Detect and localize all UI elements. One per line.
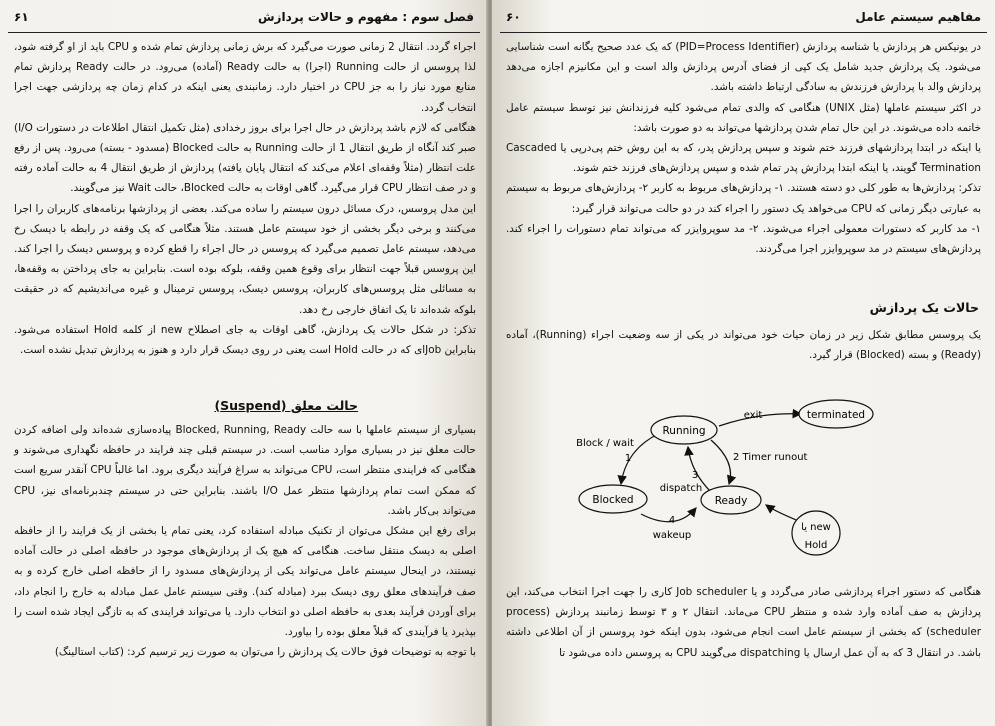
process-states-heading: حالات یک پردازش [869, 300, 979, 315]
process-state-diagram [571, 392, 901, 567]
process-states-intro: یک پروسس مطابق شکل زیر در زمان حیات خود می‌تواند در یکی از سه وضعیت اجراء (Running)، آماده (Ready) و بسته (Blocked) قرار گیرد. [506, 329, 982, 361]
exit-label: exit [743, 410, 763, 421]
right-text-lower [506, 582, 981, 663]
right-paragraph-7: هنگامی که دستور اجراء پردازشی صادر می‌گردد و یا Job scheduler کاری را جهت اجرا انتخاب می‌کند، این پردازش به صف آماده وارد شده و منتظر CPU می‌ماند. انتقال ۲ و ۳ توسط زمانبند پردازش (process scheduler) که بخشی از سیستم عامل است انجام می‌شود، بدون اینکه خود پروسس از آن اطلاعی داشته باشد. در انتقال 3 که به آن عمل ارسال یا dispatching می‌گویند CPU به پروسس داده می‌شود تا [506, 586, 981, 659]
left-page-number: ۶۱ [14, 10, 29, 24]
timer-arrow [711, 440, 731, 484]
left-text-upper [14, 37, 476, 360]
transition-1-label: 1 [624, 453, 632, 464]
state-hold-label: Hold [804, 540, 828, 551]
left-page-header [8, 8, 480, 33]
right-paragraph-3: یا اینکه در ابتدا پردازشهای فرزند ختم شوند و سپس پردازش پدر، که به این روش ختم پی‌درپی یا Cascaded Termination گویند، یا اینکه ابتدا پردازش پدر تمام شده و سپس پردازش‌های فرزند ختم شوند. [506, 142, 981, 175]
block-wait-label: Block / wait [576, 438, 634, 449]
left-page [0, 0, 488, 726]
right-page [492, 0, 995, 726]
state-ready-label: Ready [714, 495, 748, 507]
right-text-upper [506, 37, 981, 259]
suspend-heading: حالت معلق (Suspend) [214, 398, 358, 413]
left-paragraph-2: هنگامی که لازم باشد پردازش در حال اجرا برای بروز رخدادی (مثل تکمیل انتقال اطلاعات در دستورات I/O) صبر کند آنگاه از طریق انتقال 1 از حالت Running به حالت Blocked (مسدود - بسته) می‌رود. پس از رفع علت انتظار (مثلاً وقفه‌ای اعلام می‌کند که انتقال پایان یافته) پردازش از طریق انتقال 4 به حالت آماده رفته و در صف انتظار CPU قرار می‌گیرد. گاهی اوقات به حالت Blocked، حالت Wait نیز می‌گویند. [14, 121, 476, 195]
left-paragraph-6: برای رفع این مشکل می‌توان از تکنیک مبادله استفاده کرد، یعنی تمام یا بخشی از یک فرایند را از حافظه اصلی به دیسک منتقل ساخت. هنگامی که هیچ یک از پردازش‌های موجود در حافظه اصلی در حالت آماده نیستند، در اینحال سیستم عامل می‌تواند یکی از پردازش‌های مسدود را از حافظه اصلی خارج کرده و به صف فرآیندهای معلق روی دیسک ببرد (مبادله کند). وقتی سیستم عامل عمل مبادله به خارج را انجام داد، برای آوردن فرآیند بعدی به حافظه اصلی دو انتخاب دارد. یا می‌تواند فرایندی که به تازگی ایجاد شده است را بپذیرد یا فرآیندی که قبلاً معلق بوده را بیاورد. [14, 525, 476, 639]
state-running [651, 416, 717, 444]
left-header-title: فصل سوم : مفهوم و حالات پردازش [258, 10, 474, 24]
state-new [792, 511, 840, 555]
left-paragraph-5: بسیاری از سیستم عاملها با سه حالت Blocked, Running, Ready پیاده‌سازی شده‌اند ولی اضافه کردن حالت معلق نیز در بسیاری موارد مناسب است. در سیستم قبلی چند فرایند در حافظه نگهداری می‌شوند و هنگامی که فرایندی منتظر است، CPU می‌تواند به سراغ فرآیند دیگری برود. اما غالباً CPU آنقدر سریع است که ممکن است تمام پردازشها منتظر عمل I/O باشند. بنابراین حتی در سیستم چندبرنامه‌ای نیز، CPU می‌تواند بی‌کار باشد. [14, 424, 477, 517]
transition-2-label: 2 Timer runout [733, 452, 808, 463]
dispatch-label: dispatch [659, 483, 703, 494]
transition-4-label: 4 [668, 515, 676, 526]
left-paragraph-4: تذکر: در شکل حالات یک پردازش، گاهی اوقات به جای اصطلاح new از کلمه Hold استفاده می‌شود. بنابراین Jobای که در حالت Hold است یعنی در روی دیسک قرار دارد و هنوز به پردازش تبدیل نشده است. [14, 323, 477, 357]
right-paragraph-4: تذکر: پردازش‌ها به طور کلی دو دسته هستند. ۱- پردازش‌های مربوط به کاربر ۲- پردازش‌های مربوط به سیستم [506, 182, 981, 195]
left-text-lower [14, 420, 476, 662]
right-paragraph-6: ۱- مد کاربر که دستورات معمولی اجراء می‌شوند. ۲- مد سوپروایزر که می‌تواند تمام دستورات را اجراء کند. پردازش‌های سیستم در مد سوپروایزر اجرا می‌گردند. [506, 222, 981, 256]
state-ready [701, 486, 761, 514]
state-terminated [799, 400, 873, 428]
state-blocked-label: Blocked [592, 494, 634, 506]
right-page-number: ۶۰ [506, 10, 521, 24]
wakeup-label: wakeup [652, 530, 692, 541]
right-page-header [500, 8, 987, 33]
state-blocked [579, 485, 647, 513]
state-running-label: Running [662, 425, 706, 437]
left-paragraph-1: اجراء گردد. انتقال 2 زمانی صورت می‌گیرد که برش زمانی پردازش تمام شده و CPU باید از او گرفته شود، لذا پروسس از حالت Running (اجرا) به حالت Ready (آماده) می‌رود. در حالت Ready پردازش تمام منابع مورد نیاز را به جز CPU در اختیار دارد. زمانبندی یعنی اینکه در کدام زمان چه پردازشی جهت اجرا انتخاب گردد. [14, 41, 476, 114]
right-paragraph-2: در اکثر سیستم عاملها (مثل UNIX) هنگامی که والدی تمام می‌شود کلیه فرزندانش نیز توسط سیستم عامل خاتمه داده می‌شوند. در این حال تمام شدن پردازشها می‌تواند به دو صورت باشد: [506, 101, 982, 134]
left-paragraph-3: این مدل پروسس، درک مسائل درون سیستم را ساده می‌کند. بعضی از پردازشها برنامه‌های کاربران را اجرا می‌کنند و برخی دیگر بخشی از خود سیستم عامل هستند. مثلاً هنگامی که یک وقفه در رابطه با دیسک رخ می‌دهد، سیستم عامل تصمیم می‌گیرد که پروسس در حال اجراء را قطع کرده و پروسس دیسک را اجرا کند. این پروسس قبلاً جهت انتظار برای وقوع همین وقفه، بلوکه بوده است. بنابراین به جای پرداختن به وقفه‌ها، به مسائلی مثل پروسس‌های کاربران، پروسس دیسک، پروسس ترمینال و غیره می‌اندیشیم که در حقیقت بلوکه شده‌اند تا یک اتفاق خارجی رخ دهد. [14, 202, 476, 316]
state-terminated-label: terminated [806, 409, 866, 421]
right-header-title: مفاهیم سیستم عامل [855, 10, 981, 24]
right-paragraph-1: در یونیکس هر پردازش یا شناسه پردازش (PID=Process Identifier) که یک عدد صحیح یگانه است شناسایی می‌شود. یک پردازش جدید شامل یک کپی از فضای آدرس پردازش والد است و این مکانیزم اجازه می‌دهد پردازش والد با پردازش فرزندش به سادگی ارتباط داشته باشد. [506, 41, 981, 94]
transition-3-label: 3 [691, 470, 699, 481]
state-new-label: یا new [801, 522, 831, 533]
left-paragraph-7: با توجه به توضیحات فوق حالات یک پردازش را می‌توان به صورت زیر ترسیم کرد: (کتاب استالینگ) [54, 646, 476, 659]
right-paragraph-5: به عبارتی دیگر زمانی که CPU می‌خواهد یک دستور را اجراء کند در دو حالت می‌تواند قرار گیرد: [571, 202, 981, 215]
